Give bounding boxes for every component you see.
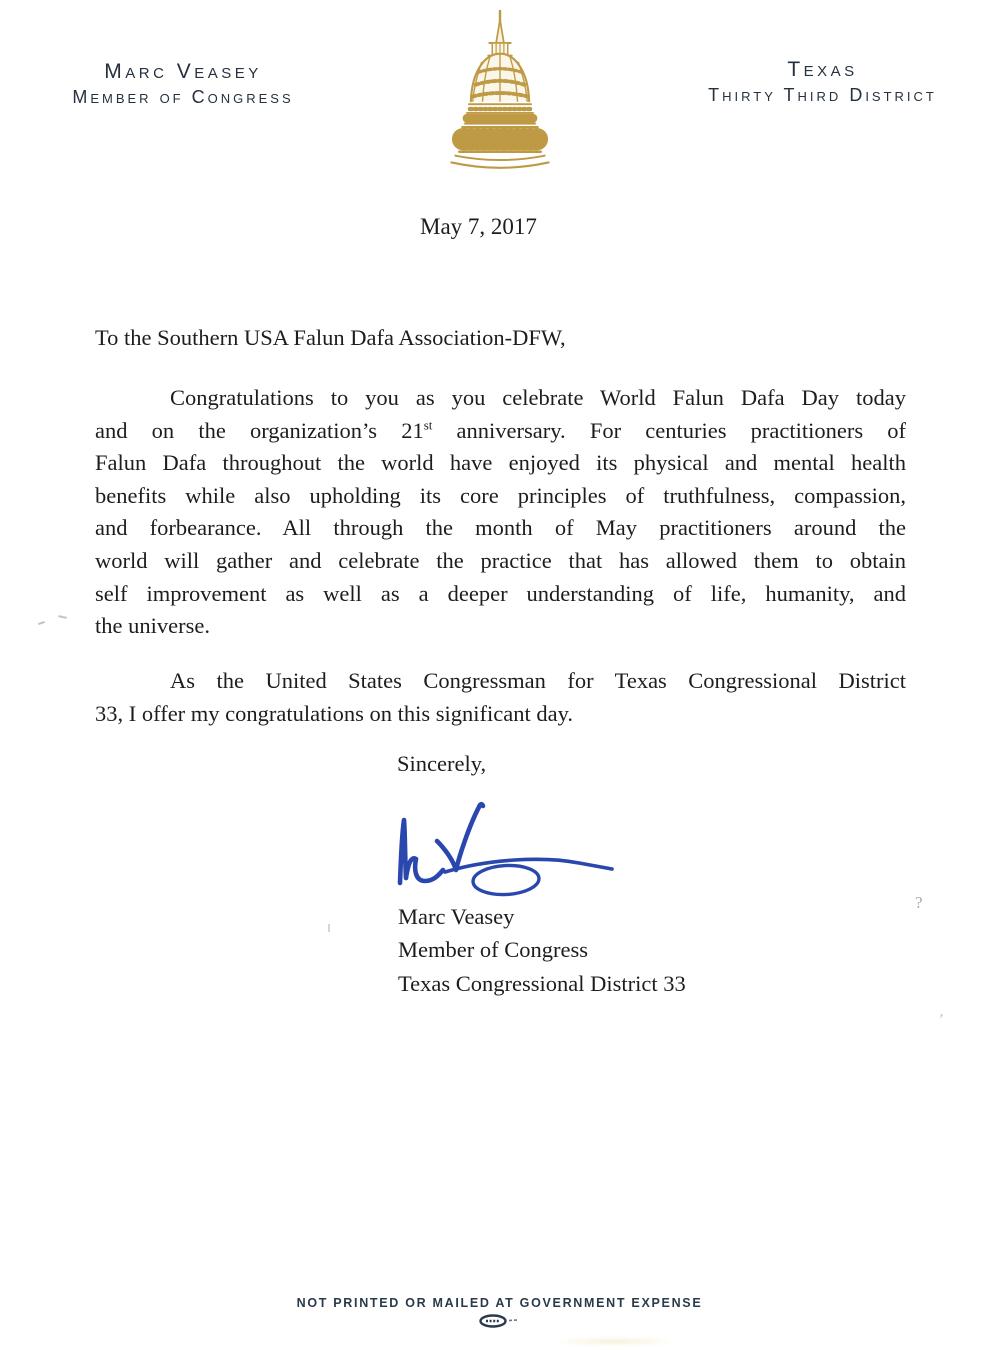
body-line: 33, I offer my congratulations on this significant day. — [95, 700, 574, 726]
scan-smudge — [58, 615, 67, 619]
signer-district: Texas Congressional District 33 — [398, 970, 686, 996]
signature-block — [398, 900, 686, 1000]
body-line — [95, 415, 906, 448]
state-name: Texas — [787, 58, 858, 81]
closing: Sincerely, — [397, 751, 487, 776]
handwritten-signature-icon — [393, 799, 625, 899]
ordinal-superscript: st — [423, 417, 433, 433]
signer-title: Member of Congress — [398, 937, 588, 963]
member-title: Member of Congress — [72, 87, 294, 107]
body-line: world will gather and celebrate the practice that has allowed them to obtain — [95, 547, 906, 573]
signer-name: Marc Veasey — [398, 904, 515, 929]
scan-smudge — [550, 1337, 680, 1346]
body-line: self improvement as well as a deeper understanding of life, humanity, and — [95, 580, 906, 606]
body-line: and forbearance. All through the month of May practitioners around the — [95, 515, 906, 541]
member-name: Marc Veasey — [104, 60, 262, 83]
scan-smudge: ’ — [936, 1011, 945, 1029]
capitol-dome-icon — [440, 8, 560, 178]
paragraph-2 — [95, 665, 906, 730]
body-line: As the United States Congressman for Texas Congressional District — [170, 668, 906, 693]
letterhead-member-block — [38, 60, 328, 108]
scan-smudge: ? — [915, 893, 923, 912]
body-line: Congratulations to you as you celebrate World Falun Dafa Day today — [170, 385, 906, 410]
body-text: and on the organization’s 21 — [95, 417, 424, 443]
paragraph-1 — [95, 382, 906, 643]
body-line: Falun Dafa throughout the world have enjoyed its physical and mental health — [95, 450, 906, 476]
letterhead-state-block — [655, 58, 990, 106]
body-line: the universe. — [95, 613, 210, 639]
union-bug-icon — [478, 1313, 530, 1329]
salutation: To the Southern USA Falun Dafa Association-DFW, — [95, 325, 566, 350]
body-text: anniversary. For centuries practitioners of — [432, 417, 906, 443]
body-line: benefits while also upholding its core principles of truthfulness, compassion, — [95, 482, 906, 508]
scan-smudge — [328, 924, 330, 932]
letter-date: May 7, 2017 — [420, 214, 537, 239]
district-name: Thirty Third District — [708, 85, 937, 105]
scan-smudge — [38, 621, 45, 625]
footer-disclaimer: NOT PRINTED OR MAILED AT GOVERNMENT EXPENSE — [296, 1296, 703, 1310]
